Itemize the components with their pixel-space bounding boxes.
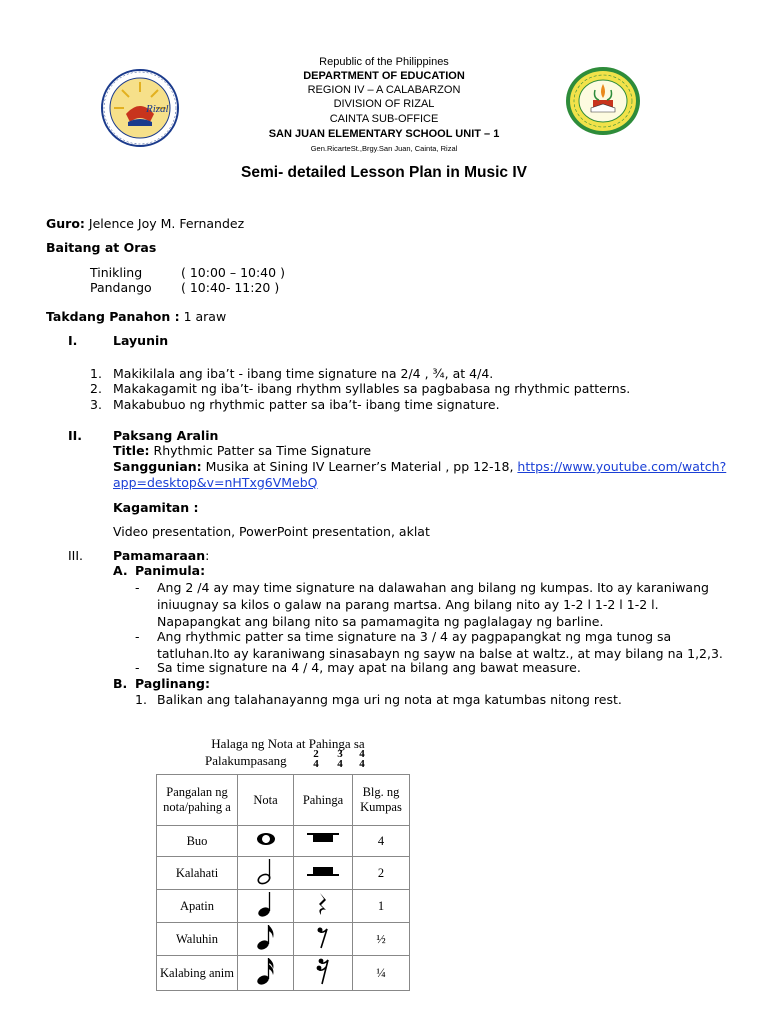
panimula-heading: Panimula: xyxy=(135,563,206,578)
row-name: Kalabing anim xyxy=(157,956,238,991)
sanggunian-value: Musika at Sining IV Learner’s Material , pp 12-18, xyxy=(205,459,514,474)
header-nota: Nota xyxy=(238,775,294,826)
header-line-deped: DEPARTMENT OF EDUCATION xyxy=(303,70,465,82)
guro-line xyxy=(46,216,244,232)
whole-rest-icon xyxy=(294,826,353,857)
row-beats: 2 xyxy=(353,857,410,890)
takdang-line xyxy=(46,309,226,325)
kagamitan-heading: Kagamitan : xyxy=(113,500,199,515)
baitang-section-1: Tinikling xyxy=(90,265,143,280)
section3-heading-line xyxy=(113,548,209,564)
quarter-rest-icon xyxy=(294,890,353,923)
panimula-item-1: - Ang 2 /4 ay may time signature na dalawahan ang bilang ng kumpas. Ito ay karaniwang iniuugnay sa kilos o galaw na parang martsa. Ang bilang nito ay 1-2 l 1-2 l 1-2 l. Napapangkat ang bilang nito sa pamamagita ng paglalagay ng barline. xyxy=(157,579,757,630)
header-name: Pangalan ng nota/pahing a xyxy=(157,775,238,826)
section3-heading-colon: : xyxy=(205,548,210,563)
table-row xyxy=(157,923,410,956)
row-name: Apatin xyxy=(157,890,238,923)
guro-label: Guro: xyxy=(46,216,85,231)
panimula-item-2-line-1: Ang rhythmic patter sa time signature na 3 / 4 ay pagpapangkat ng mga tunog sa xyxy=(157,629,672,644)
paglinang-item-1: Balikan ang talahanayanng mga uri ng nota at mga katumbas nitong rest. xyxy=(157,692,622,707)
panimula-item-1-line-3: Napapangkat ang bilang nito sa pamamagita ng paglalagay ng barline. xyxy=(157,614,604,629)
table-row xyxy=(157,857,410,890)
logo-text: Rizal xyxy=(146,103,169,115)
youtube-link-continued[interactable]: app=desktop&v=nHTxg6VMebQ xyxy=(113,475,318,490)
layunin-num-2: 2. xyxy=(90,381,102,396)
panimula-label: A. xyxy=(113,563,128,578)
row-name: Buo xyxy=(157,826,238,857)
row-beats: 4 xyxy=(353,826,410,857)
paglinang-num-1: 1. xyxy=(135,692,147,707)
row-beats: ½ xyxy=(353,923,410,956)
layunin-item-3: Makabubuo ng rhythmic patter sa iba’t- ibang time signature. xyxy=(113,397,500,412)
paglinang-heading: Paglinang: xyxy=(135,676,210,691)
whole-note-icon xyxy=(238,826,294,857)
table-row xyxy=(157,890,410,923)
table-row xyxy=(157,956,410,991)
paksa-title-value: Rhythmic Patter sa Time Signature xyxy=(153,443,372,458)
time-signature-4-4: 4 4 xyxy=(359,748,365,770)
panimula-item-2: - Ang rhythmic patter sa time signature na 3 / 4 ay pagpapangkat ng mga tunog sa tatluhan.Ito ay karaniwang sinasabayn ng sayw na balse at waltz., at may bilang na 1,2,3. xyxy=(157,628,757,662)
paksa-title-line xyxy=(113,443,371,459)
header-pahinga: Pahinga xyxy=(294,775,353,826)
header-line-region: REGION IV – A CALABARZON xyxy=(307,84,461,96)
layunin-item-1: Makikilala ang iba’t - ibang time signature na 2/4 , ¾, at 4/4. xyxy=(113,366,494,381)
section3-numeral: III. xyxy=(68,548,84,563)
row-beats: 1 xyxy=(353,890,410,923)
layunin-item-2: Makakagamit ng iba’t- ibang rhythm syllables sa pagbabasa ng rhythmic patterns. xyxy=(113,381,631,396)
note-values-table xyxy=(156,774,410,991)
header-line-republic: Republic of the Philippines xyxy=(319,56,449,68)
header-line-suboffice: CAINTA SUB-OFFICE xyxy=(329,113,439,125)
panimula-item-1-line-2: iniuugnay sa kilos o galaw na parang martsa. Ang bilang nito ay 1-2 l 1-2 l 1-2 l. xyxy=(157,597,659,612)
header-line-division: DIVISION OF RIZAL xyxy=(333,98,435,110)
baitang-section-2: Pandango xyxy=(90,280,152,295)
panimula-item-3: - Sa time signature na 4 / 4, may apat na bilang ang bawat measure. xyxy=(157,659,757,676)
sixteenth-note-icon xyxy=(238,956,294,991)
paglinang-label: B. xyxy=(113,676,128,691)
paksa-title-label: Title: xyxy=(113,443,150,458)
figure-title-line-1: Halaga ng Nota at Pahinga sa xyxy=(211,736,365,751)
panimula-item-1-line-1: Ang 2 /4 ay may time signature na dalawahan ang bilang ng kumpas. Ito ay karaniwang xyxy=(157,580,709,595)
eighth-rest-icon xyxy=(294,923,353,956)
takdang-label: Takdang Panahon : xyxy=(46,309,180,324)
takdang-value: 1 araw xyxy=(183,309,227,324)
time-signature-2-4: 2 4 xyxy=(313,748,319,770)
guro-value: Jelence Joy M. Fernandez xyxy=(88,216,245,231)
youtube-link[interactable]: https://www.youtube.com/watch? xyxy=(517,459,727,474)
half-note-icon xyxy=(238,857,294,890)
row-name: Kalahati xyxy=(157,857,238,890)
section1-heading: Layunin xyxy=(113,333,169,348)
quarter-note-icon xyxy=(238,890,294,923)
row-name: Waluhin xyxy=(157,923,238,956)
section2-numeral: II. xyxy=(68,428,83,443)
half-rest-icon xyxy=(294,857,353,890)
header-beats: Blg. ng Kumpas xyxy=(353,775,410,826)
document-title: Semi- detailed Lesson Plan in Music IV xyxy=(241,164,527,181)
section2-heading: Paksang Aralin xyxy=(113,428,219,443)
kagamitan-value: Video presentation, PowerPoint presentation, aklat xyxy=(113,524,430,539)
layunin-num-1: 1. xyxy=(90,366,102,381)
header-line-address: Gen.RicarteSt.,Brgy.San Juan, Cainta, Rizal xyxy=(310,144,458,153)
time-signature-3-4: 3 4 xyxy=(337,748,343,770)
note-values-figure xyxy=(152,727,424,989)
baitang-time-2: ( 10:40- 11:20 ) xyxy=(181,280,280,295)
header-line-school: SAN JUAN ELEMENTARY SCHOOL UNIT – 1 xyxy=(268,128,500,140)
row-beats: ¼ xyxy=(353,956,410,991)
figure-title-line-2: Palakumpasang xyxy=(205,753,287,768)
sanggunian-label: Sanggunian: xyxy=(113,459,202,474)
section1-numeral: I. xyxy=(68,333,78,348)
section3-heading: Pamamaraan xyxy=(113,548,206,563)
eighth-note-icon xyxy=(238,923,294,956)
table-header-row xyxy=(157,775,410,826)
baitang-heading: Baitang at Oras xyxy=(46,240,157,255)
table-row xyxy=(157,826,410,857)
sixteenth-rest-icon xyxy=(294,956,353,991)
panimula-item-3-line-1: Sa time signature na 4 / 4, may apat na bilang ang bawat measure. xyxy=(157,660,581,675)
layunin-num-3: 3. xyxy=(90,397,102,412)
sanggunian-line xyxy=(113,459,726,475)
panimula-item-2-line-2: tatluhan.Ito ay karaniwang sinasabayn ng sayw na balse at waltz., at may bilang na 1,2,3. xyxy=(157,646,723,661)
baitang-time-1: ( 10:00 – 10:40 ) xyxy=(181,265,285,280)
